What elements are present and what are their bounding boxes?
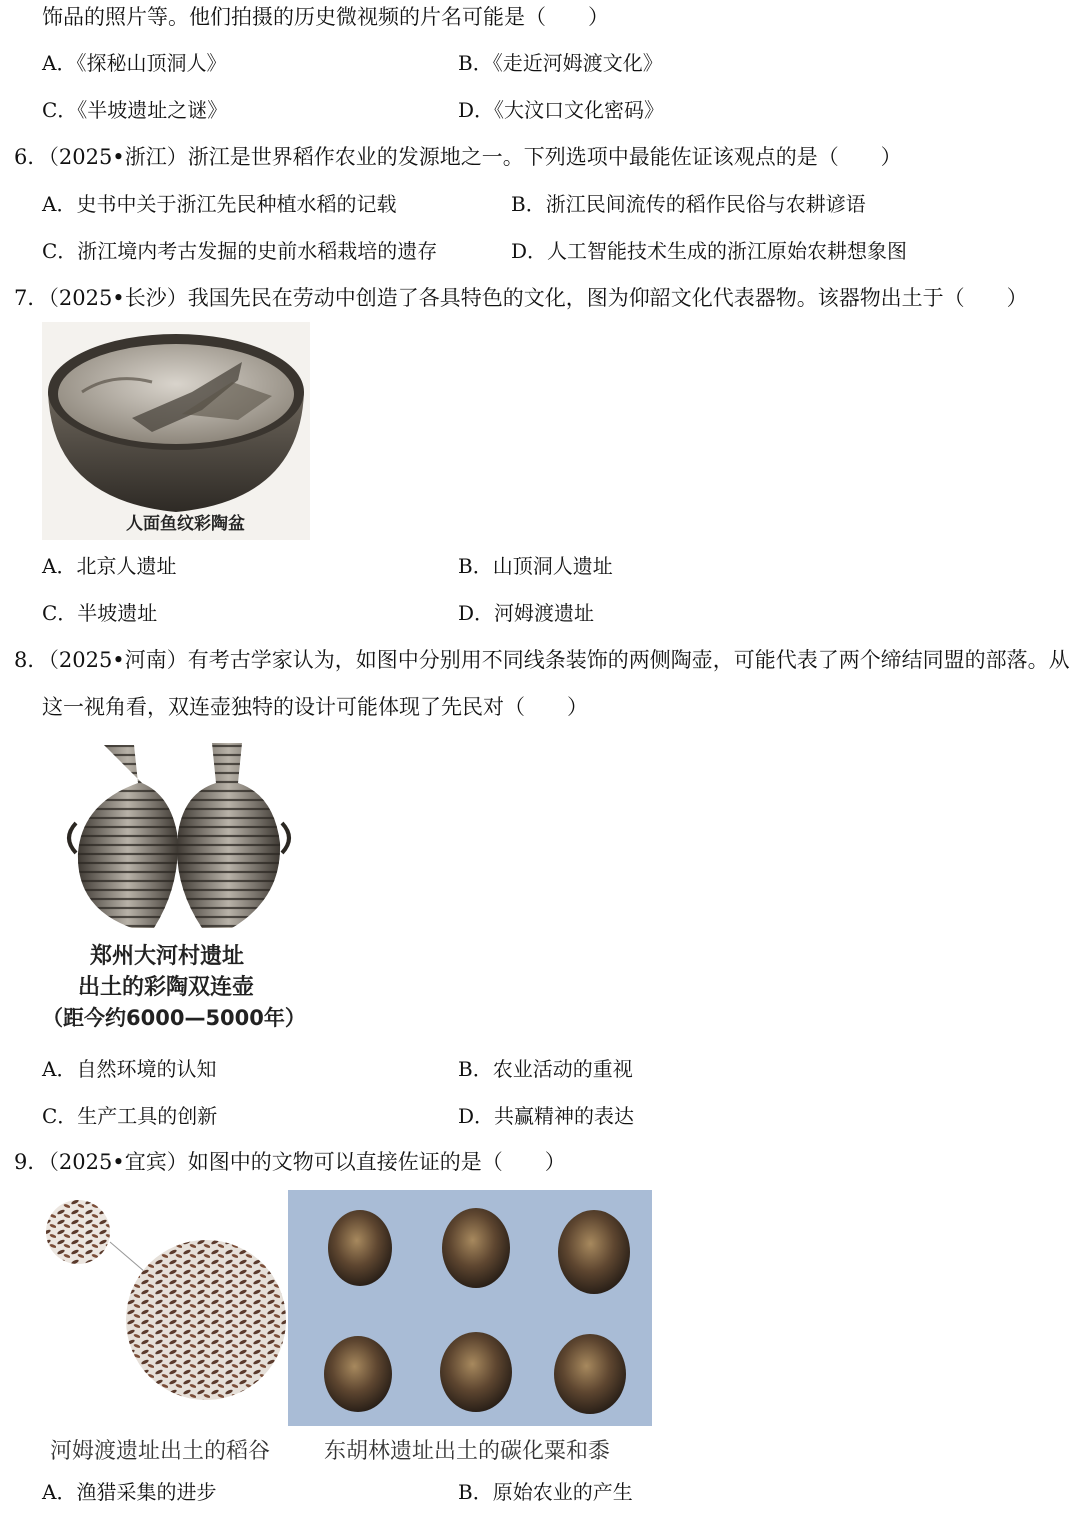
figure-caption-q8-line1: 郑州大河村遗址	[90, 944, 245, 969]
q5-option-b[interactable]: B．《走近河姆渡文化》	[458, 51, 663, 75]
q9-option-b[interactable]: B．原始农业的产生	[458, 1480, 633, 1504]
figure-caption-q8-line3: （距今约6000—5000年）	[42, 1006, 306, 1030]
question-8-stem-line2: 这一视角看，双连壶独特的设计可能体现了先民对（ ）	[42, 695, 588, 719]
figure-caption-q9-right: 东胡林遗址出土的碳化粟和黍	[324, 1438, 611, 1463]
q7-option-a[interactable]: A．北京人遗址	[42, 554, 177, 578]
q9-option-a[interactable]: A．渔猎采集的进步	[42, 1480, 217, 1504]
figure-caption-q8-line2: 出土的彩陶双连壶	[78, 975, 255, 1000]
q6-option-c[interactable]: C．浙江境内考古发掘的史前水稻栽培的遗存	[42, 239, 438, 263]
question-9-stem: 9．（2025•宜宾）如图中的文物可以直接佐证的是（ ）	[14, 1150, 566, 1174]
figure-caption-q7: 人面鱼纹彩陶盆	[126, 514, 245, 534]
q8-option-b[interactable]: B．农业活动的重视	[458, 1057, 633, 1081]
q8-option-c[interactable]: C．生产工具的创新	[42, 1104, 218, 1128]
q8-option-a[interactable]: A．自然环境的认知	[42, 1057, 217, 1081]
q7-option-d[interactable]: D．河姆渡遗址	[458, 601, 595, 625]
painted-pottery-basin-image	[42, 322, 310, 540]
figure-caption-q9-left: 河姆渡遗址出土的稻谷	[50, 1438, 271, 1463]
rice-and-millet-artifacts-image	[42, 1188, 654, 1470]
q8-option-d[interactable]: D．共赢精神的表达	[458, 1104, 635, 1128]
q5-option-c[interactable]: C．《半坡遗址之谜》	[42, 98, 228, 122]
q6-option-a[interactable]: A．史书中关于浙江先民种植水稻的记载	[42, 192, 397, 216]
q6-option-b[interactable]: B．浙江民间流传的稻作民俗与农耕谚语	[511, 192, 866, 216]
q5-option-d[interactable]: D．《大汶口文化密码》	[458, 98, 665, 122]
question-5-stem-tail: 饰品的照片等。他们拍摄的历史微视频的片名可能是（ ）	[42, 5, 609, 29]
question-6-stem: 6．（2025•浙江）浙江是世界稻作农业的发源地之一。下列选项中最能佐证该观点的是（ ）	[14, 145, 902, 169]
q5-option-a[interactable]: A．《探秘山顶洞人》	[42, 51, 227, 75]
question-8-stem-line1: 8．（2025•河南）有考古学家认为，如图中分别用不同线条装饰的两侧陶壶，可能代表了两个缔结同盟的部落。从	[14, 648, 1070, 672]
q6-option-d[interactable]: D．人工智能技术生成的浙江原始农耕想象图	[511, 239, 908, 263]
q7-option-b[interactable]: B．山顶洞人遗址	[458, 554, 613, 578]
question-7-stem: 7．（2025•长沙）我国先民在劳动中创造了各具特色的文化，图为仰韶文化代表器物。该器物出土于（ ）	[14, 286, 1028, 310]
double-linked-pottery-jar-image	[42, 733, 316, 1038]
q7-option-c[interactable]: C．半坡遗址	[42, 601, 158, 625]
